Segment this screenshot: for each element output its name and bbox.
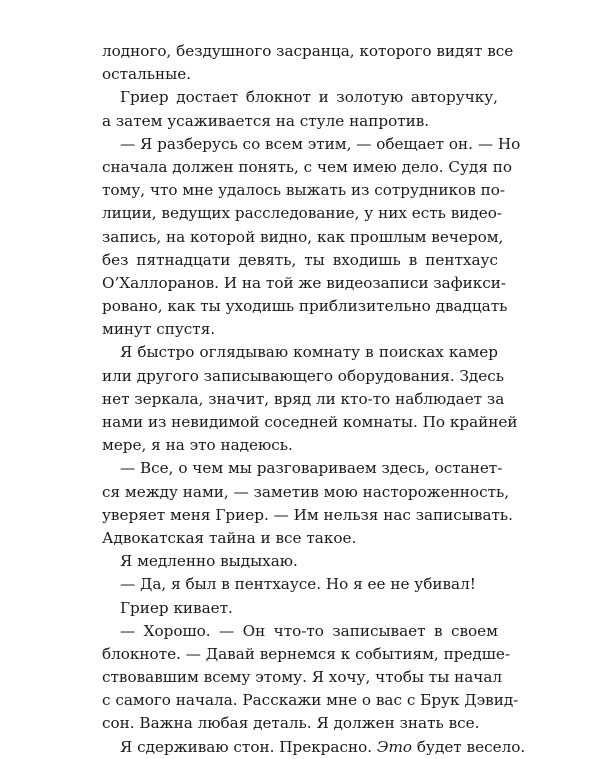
final-text-line bbox=[102, 736, 526, 759]
text-line: Я медленно выдыхаю. bbox=[120, 552, 298, 571]
text-line: — Все, о чем мы разговариваем здесь, останет- bbox=[120, 459, 503, 478]
text-line: Гриер достает блокнот и золотую авторучку, bbox=[120, 88, 498, 107]
text-line: ствовавшим всему этому. Я хочу, чтобы ты начал bbox=[102, 668, 503, 687]
text-line: тому, что мне удалось выжать из сотрудников по- bbox=[102, 181, 505, 200]
text-line: а затем усаживается на стуле напротив. bbox=[102, 111, 430, 130]
text-line: лодного, бездушного засранца, которого видят все bbox=[102, 42, 514, 60]
text-line: — Хорошо. — Он что-то записывает в своем bbox=[120, 621, 498, 640]
text-line: мере, я на это надеюсь. bbox=[102, 436, 293, 455]
final-line-start: Я сдерживаю стон. Прекрасно. bbox=[120, 737, 377, 756]
text-line: Гриер кивает. bbox=[120, 598, 233, 617]
body-text bbox=[102, 40, 526, 759]
text-line: Я быстро оглядываю комнату в поисках камер bbox=[120, 343, 498, 362]
emphasized-word: Это bbox=[376, 737, 413, 756]
text-line: О’Халлоранов. И на той же видеозаписи зафикси- bbox=[102, 273, 506, 292]
text-line: ся между нами, — заметив мою настороженность, bbox=[102, 482, 510, 501]
text-line: — Я разберусь со всем этим, — обещает он. — Но bbox=[120, 134, 521, 153]
text-line: блокноте. — Давай вернемся к событиям, предше- bbox=[102, 644, 511, 663]
text-line: лиции, ведущих расследование, у них есть видео- bbox=[102, 204, 502, 223]
text-line: запись, на которой видно, как прошлым вечером, bbox=[102, 227, 504, 246]
text-line: уверяет меня Гриер. — Им нельзя нас записывать. bbox=[102, 505, 514, 524]
text-line: — Да, я был в пентхаусе. Но я ее не убивал! bbox=[120, 575, 476, 594]
final-line-end: будет весело. bbox=[412, 737, 526, 756]
text-line: без пятнадцати девять, ты входишь в пентхаус bbox=[102, 250, 498, 269]
text-line: нет зеркала, значит, вряд ли кто-то наблюдает за bbox=[102, 389, 505, 408]
text-line: нами из невидимой соседней комнаты. По крайней bbox=[102, 413, 518, 431]
text-line: минут спустя. bbox=[102, 320, 216, 339]
text-line: или другого записывающего оборудования. Здесь bbox=[102, 366, 505, 385]
text-line: ровано, как ты уходишь приблизительно двадцать bbox=[102, 297, 508, 316]
text-line: остальные. bbox=[102, 65, 192, 84]
text-line: Адвокатская тайна и все такое. bbox=[102, 528, 357, 547]
text-line: с самого начала. Расскажи мне о вас с Брук Дэвид- bbox=[102, 691, 519, 710]
text-line: сон. Важна любая деталь. Я должен знать все. bbox=[102, 714, 480, 733]
text-line: сначала должен понять, с чем имею дело. Судя по bbox=[102, 157, 513, 176]
